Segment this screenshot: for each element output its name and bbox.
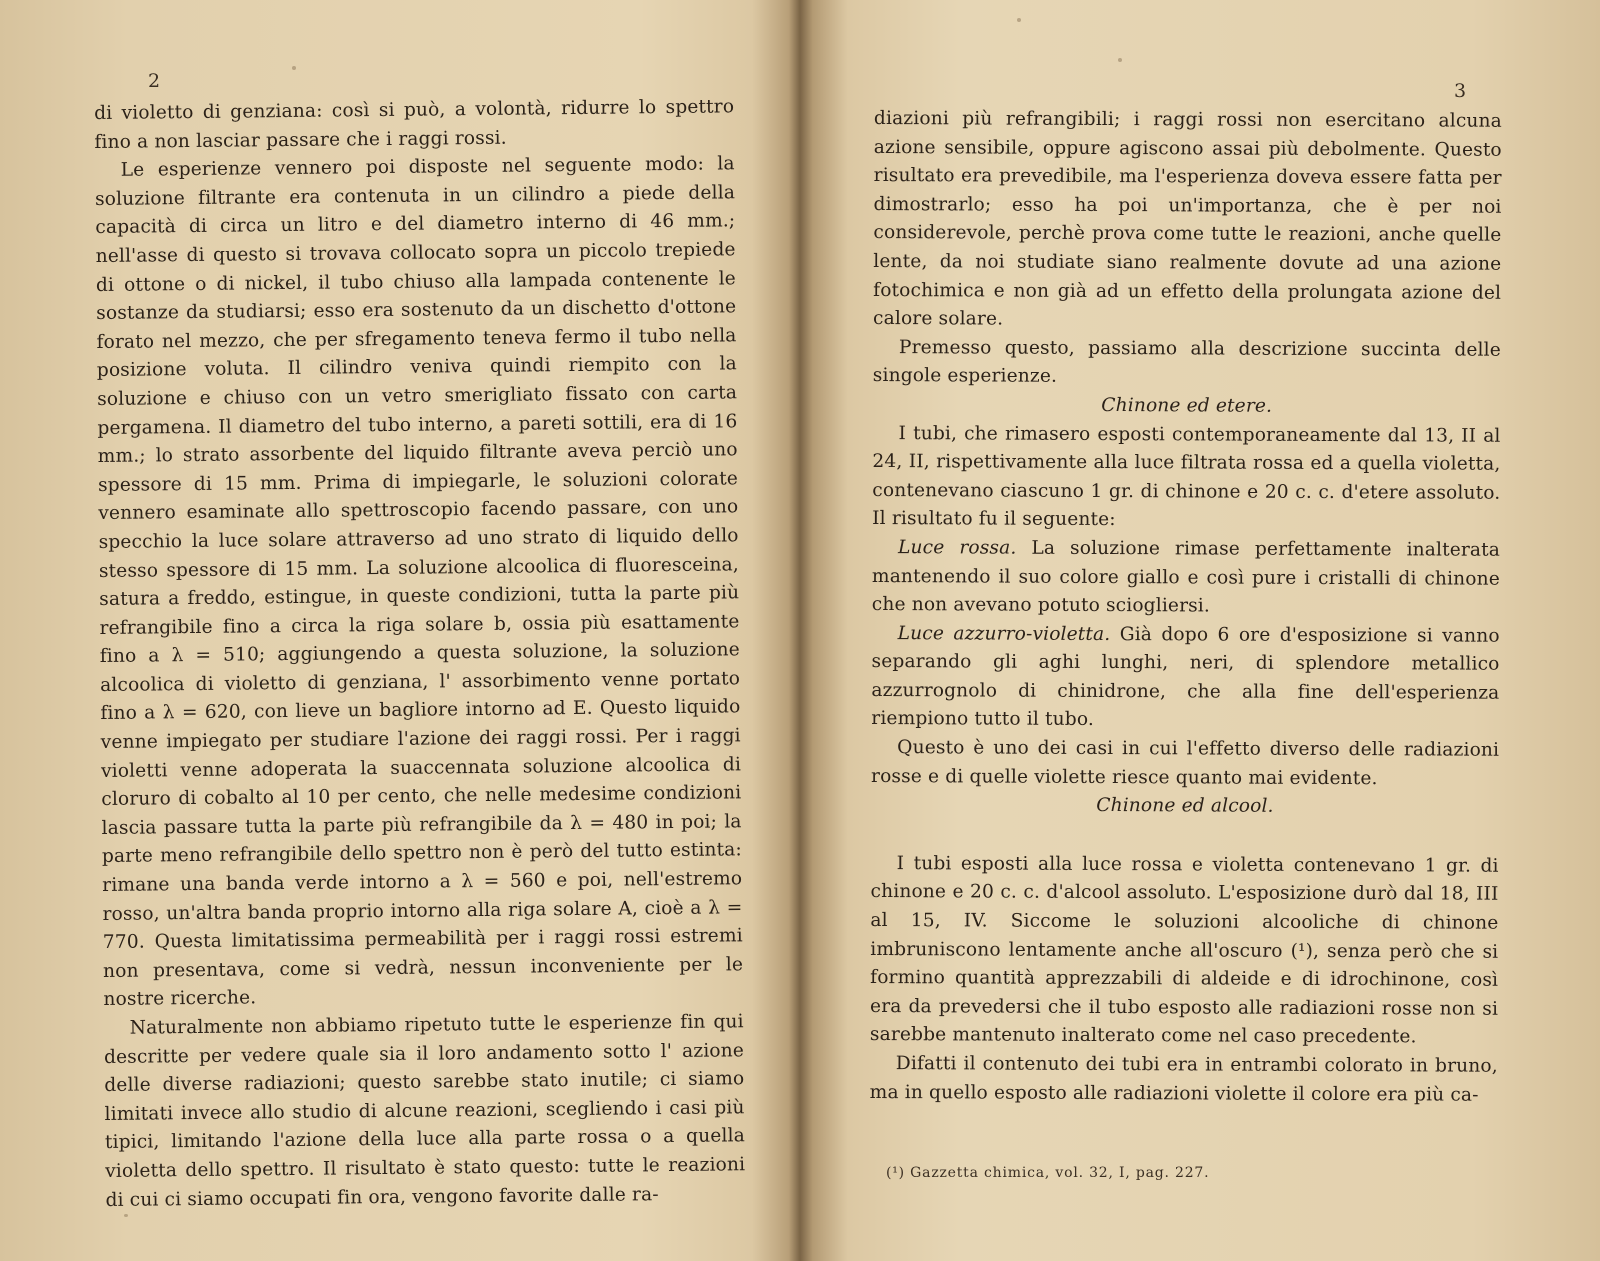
right-page xyxy=(810,0,1600,1261)
right-premise-paragraph: Premesso questo, passiamo alla descrizione succinta delle singole esperienze. xyxy=(872,336,1501,388)
red-light-label: Luce rossa. xyxy=(898,537,1017,559)
section1-paragraph: I tubi, che rimasero esposti contemporaneamente dal 13, II al 24, II, rispettivamente alla luce filtrata rossa ed a quella violetta, contenevano ciascuno 1 gr. di chinone e 20 c. c. d'etere assoluto. Il risultato fu il seguente: xyxy=(872,422,1501,531)
section-heading-chinone-etere: Chinone ed etere. xyxy=(1101,394,1273,417)
right-intro-paragraph: diazioni più refrangibili; i raggi rossi non esercitano alcuna azione sensibile, oppure agiscono assai più debolmente. Questo risultato era prevedibile, ma l'esperienza doveva essere fatta per dimostrarlo; esso ha poi un'importanza, che è per noi considerevole, perchè prova come tutte le reazioni, anche quelle lente, da noi studiate siano realmente dovute ad una azione fotochimica e non già ad un effetto della prolungata azione del calore solare. xyxy=(873,107,1502,330)
paper-speck xyxy=(124,1214,128,1217)
red-light-text: La soluzione rimase perfettamente inalterata mantenendo il suo colore giallo e così pure i cristalli di chinone che non avevano potuto sciogliersi. xyxy=(871,537,1501,617)
left-paragraph-1: di violetto di genziana: così si può, a volontà, ridurre lo spettro fino a non lasciar passare che i raggi rossi. xyxy=(94,96,735,153)
section2-paragraph-2: Difatti il contenuto dei tubi era in entrambi colorato in bruno, ma in quello esposto alle radiazioni violette il colore era più ca- xyxy=(869,1053,1498,1106)
section1-violet-light xyxy=(871,620,1499,737)
left-paragraph-3: Naturalmente non abbiamo ripetuto tutte le esperienze fin qui descritte per vedere quale sia il loro andamento sotto l' azione delle diverse radiazioni; questo sarebbe stato inutile; ci siamo limitati invece allo studio di alcune reazioni, scegliendo i casi più tipici, limitando l'azione della luce alla parte rossa o a quella violetta dello spettro. Il risultato è stato questo: tutte le reazioni di cui ci siamo occupati fin ora, vengono favorite dalle ra- xyxy=(103,1011,746,1211)
section-heading-chinone-alcool: Chinone ed alcool. xyxy=(1096,795,1274,818)
section-gap xyxy=(871,820,1499,853)
paper-speck xyxy=(1118,58,1122,62)
left-page-body xyxy=(94,93,746,1215)
footnote: (¹) Gazzetta chimica, vol. 32, I, pag. 227. xyxy=(886,1165,1210,1181)
section1-conclusion: Questo è uno dei casi in cui l'effetto diverso delle radiazioni rosse e di quelle violette riesce quanto mai evidente. xyxy=(871,737,1500,789)
section1-red-light xyxy=(872,534,1500,623)
left-paragraph-2: Le esperienze vennero poi disposte nel seguente modo: la soluzione filtrante era contenuta in un cilindro a piede della capacità di circa un litro e del diametro interno di 46 mm.; nell'asse di questo si trovava collocato sopra un piccolo trepiede di ottone o di nickel, il tubo chiuso alla lampada contenente le sostanze da studiarsi; esso era sostenuto da un dischetto d'ottone forato nel mezzo, che per sfregamento teneva fermo il tubo nella posizione voluta. Il cilindro veniva quindi riempito con la soluzione e chiuso con un vetro smerigliato fissato con carta pergamena. Il diametro del tubo interno, a pareti sottili, era di 16 mm.; lo strato assorbente del liquido filtrante aveva perciò uno spessore di 15 mm. Prima di impiegarle, le soluzioni colorate vennero esaminate allo spettroscopio facendo passare, con uno specchio la luce solare attraverso ad uno strato di liquido dello stesso spessore di 15 mm. La soluzione alcoolica di fluoresceina, satura a freddo, estingue, in queste condizioni, tutta la parte più refrangibile fino a circa la riga solare b, ossia più esattamente fino a λ = 510; aggiungendo a questa soluzione, la soluzione alcoolica di violetto di genziana, l' assorbimento venne portato fino a λ = 620, con lieve un bagliore intorno ad E. Questo liquido venne impiegato per studiare l'azione dei raggi rossi. Per i raggi violetti venne adoperata la suaccennata soluzione alcoolica di cloruro di cobalto al 10 per cento, che nelle medesime condizioni lascia passare tutta la parte più refrangibile da λ = 480 in poi; la parte meno refrangibile dello spettro non è però del tutto estinta: rimane una banda verde intorno a λ = 560 e poi, nell'estremo rosso, un'altra banda proprio intorno alla riga solare A, cioè a λ = 770. Questa limitatissima permeabilità per i raggi rossi estremi non presentava, come si vedrà, nessun inconveniente per le nostre ricerche. xyxy=(94,153,744,1011)
page-number-left: 2 xyxy=(148,70,161,92)
right-page-body xyxy=(870,105,1502,1110)
violet-light-text: Già dopo 6 ore d'esposizione si vanno separando gli aghi lunghi, neri, di splendore metallico azzurrognolo di chinidrone, che alla fine dell'esperienza riempiono tutto il tubo. xyxy=(871,623,1500,731)
paper-speck xyxy=(1017,18,1021,22)
paper-speck xyxy=(292,66,296,70)
violet-light-label: Luce azzurro-violetta. xyxy=(897,622,1111,645)
page-number-right: 3 xyxy=(1454,80,1467,102)
left-page xyxy=(0,0,790,1261)
section2-paragraph-1: I tubi esposti alla luce rossa e violetta contenevano 1 gr. di chinone e 20 c. c. d'alcool assoluto. L'esposizione durò dal 18, III al 15, IV. Siccome le soluzioni alcooliche di chinone imbruniscono lentamente anche all'oscuro (¹), senza però che si formino quantità apprezzabili di aldeide e di idrochinone, così era da prevedersi che il tubo esposto alle radiazioni rosse non si sarebbe mantenuto inalterato come nel caso precedente. xyxy=(869,852,1499,1048)
